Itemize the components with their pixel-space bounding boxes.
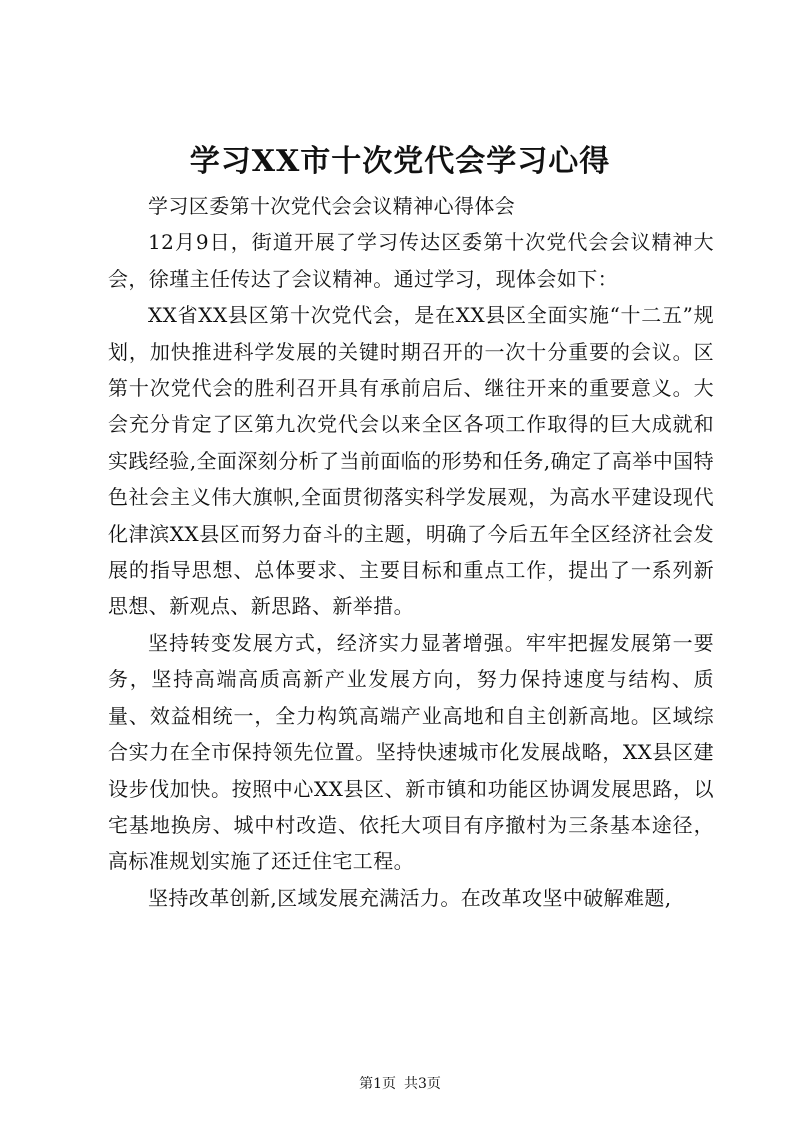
page-footer: [0, 1074, 800, 1094]
subtitle-paragraph: 学习区委第十次党代会会议精神心得体会: [148, 194, 516, 218]
document-body: [108, 188, 714, 916]
body-paragraph: XX省XX县区第十次党代会，是在XX县区全面实施“十二五”规划，加快推进科学发展的关键时期召开的一次十分重要的会议。区第十次党代会的胜利召开具有承前启后、继往开来的重要意义。大会充分肯定了区第九次党代会以来全区各项工作取得的巨大成就和实践经验,全面深刻分析了当前面临的形势和任务,确定了高举中国特色社会主义伟大旗帜,全面贯彻落实科学发展观，为高水平建设现代化津滨XX县区而努力奋斗的主题，明确了今后五年全区经济社会发展的指导思想、总体要求、主要目标和重点工作，提出了一系列新思想、新观点、新思路、新举措。: [108, 303, 714, 619]
body-paragraph: 12月9日，街道开展了学习传达区委第十次党代会会议精神大会，徐瑾主任传达了会议精神。通过学习，现体会如下：: [108, 230, 714, 291]
document-title: 学习XX市十次党代会学习心得: [189, 144, 611, 179]
body-paragraph: 坚持改革创新,区域发展充满活力。在改革攻坚中破解难题,: [148, 885, 672, 910]
body-paragraph: 坚持转变发展方式，经济实力显著增强。牢牢把握发展第一要务，坚持高端高质高新产业发展方向，努力保持速度与结构、质量、效益相统一，全力构筑高端产业高地和自主创新高地。区域综合实力在全市保持领先位置。坚持快速城市化发展战略，XX县区建设步伐加快。按照中心XX县区、新市镇和功能区协调发展思路，以宅基地换房、城中村改造、依托大项目有序撤村为三条基本途径，高标准规划实施了还迁住宅工程。: [108, 630, 714, 874]
page-total: 共3页: [404, 1076, 441, 1092]
page-number: 第1页: [359, 1076, 396, 1092]
